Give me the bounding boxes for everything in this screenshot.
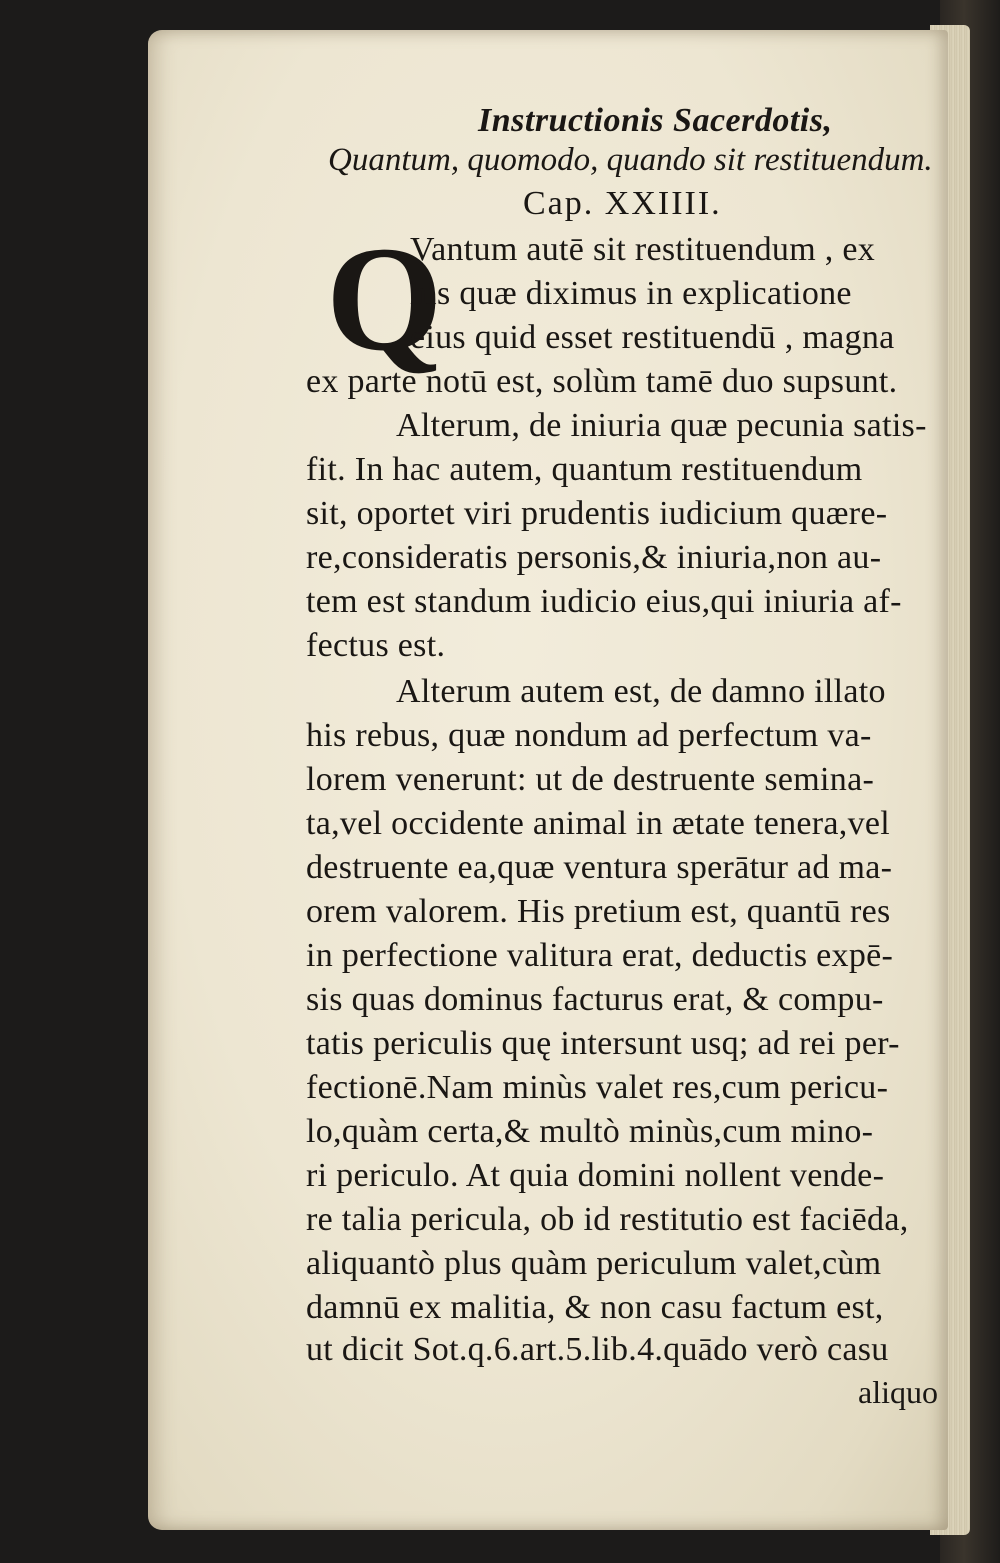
text-line: Vantum autē sit restituendum , ex <box>410 231 876 268</box>
text-line: aliquantò plus quàm periculum valet,cùm <box>306 1245 882 1282</box>
text-line: Alterum autem est, de damno illato <box>396 673 886 710</box>
text-line: fectus est. <box>306 627 446 664</box>
text-line: eius quid esset restituendū , magna <box>410 319 895 356</box>
text-line: fit. In hac autem, quantum restituendum <box>306 451 863 488</box>
text-line: damnū ex malitia, & non casu factum est, <box>306 1289 884 1326</box>
book-page <box>148 30 948 1530</box>
text-line: sit, oportet viri prudentis iudicium quære- <box>306 495 888 532</box>
text-line: ta,vel occidente animal in ætate tenera,vel <box>306 805 891 842</box>
text-line: re talia pericula, ob id restitutio est faciēda, <box>306 1201 909 1238</box>
text-line: re,consideratis personis,& iniuria,non au- <box>306 539 882 576</box>
text-line: ut dicit Sot.q.6.art.5.lib.4.quādo verò casu <box>306 1331 889 1368</box>
chapter-number: Cap. XXIIII. <box>523 185 722 222</box>
catchword: aliquo <box>858 1374 938 1410</box>
text-line: in perfectione valitura erat, deductis expē- <box>306 937 894 974</box>
text-line: lo,quàm certa,& multò minùs,cum mino- <box>306 1113 874 1150</box>
running-head: Instructionis Sacerdotis, <box>478 102 833 139</box>
text-line: lorem venerunt: ut de destruente semina- <box>306 761 875 798</box>
text-line: sis quas dominus facturus erat, & compu- <box>306 981 884 1018</box>
text-line: ri periculo. At quia domini nollent vende- <box>306 1157 885 1194</box>
text-line: his quæ diximus in explicatione <box>410 275 852 312</box>
text-line: tem est standum iudicio eius,qui iniuria af- <box>306 583 902 620</box>
text-line: destruente ea,quæ ventura sperātur ad ma- <box>306 849 893 886</box>
text-line: Alterum, de iniuria quæ pecunia satis- <box>396 407 927 444</box>
text-line: his rebus, quæ nondum ad perfectum va- <box>306 717 872 754</box>
text-line: orem valorem. His pretium est, quantū res <box>306 893 891 930</box>
page-text <box>148 30 948 1530</box>
text-line: ex parte notū est, solùm tamē duo supsunt. <box>306 363 898 400</box>
drop-cap: Q <box>326 216 443 382</box>
text-line: fectionē.Nam minùs valet res,cum pericu- <box>306 1069 889 1106</box>
text-line: tatis periculis quę intersunt usq; ad rei per- <box>306 1025 900 1062</box>
chapter-title: Quantum, quomodo, quando sit restituendum. <box>328 142 933 178</box>
